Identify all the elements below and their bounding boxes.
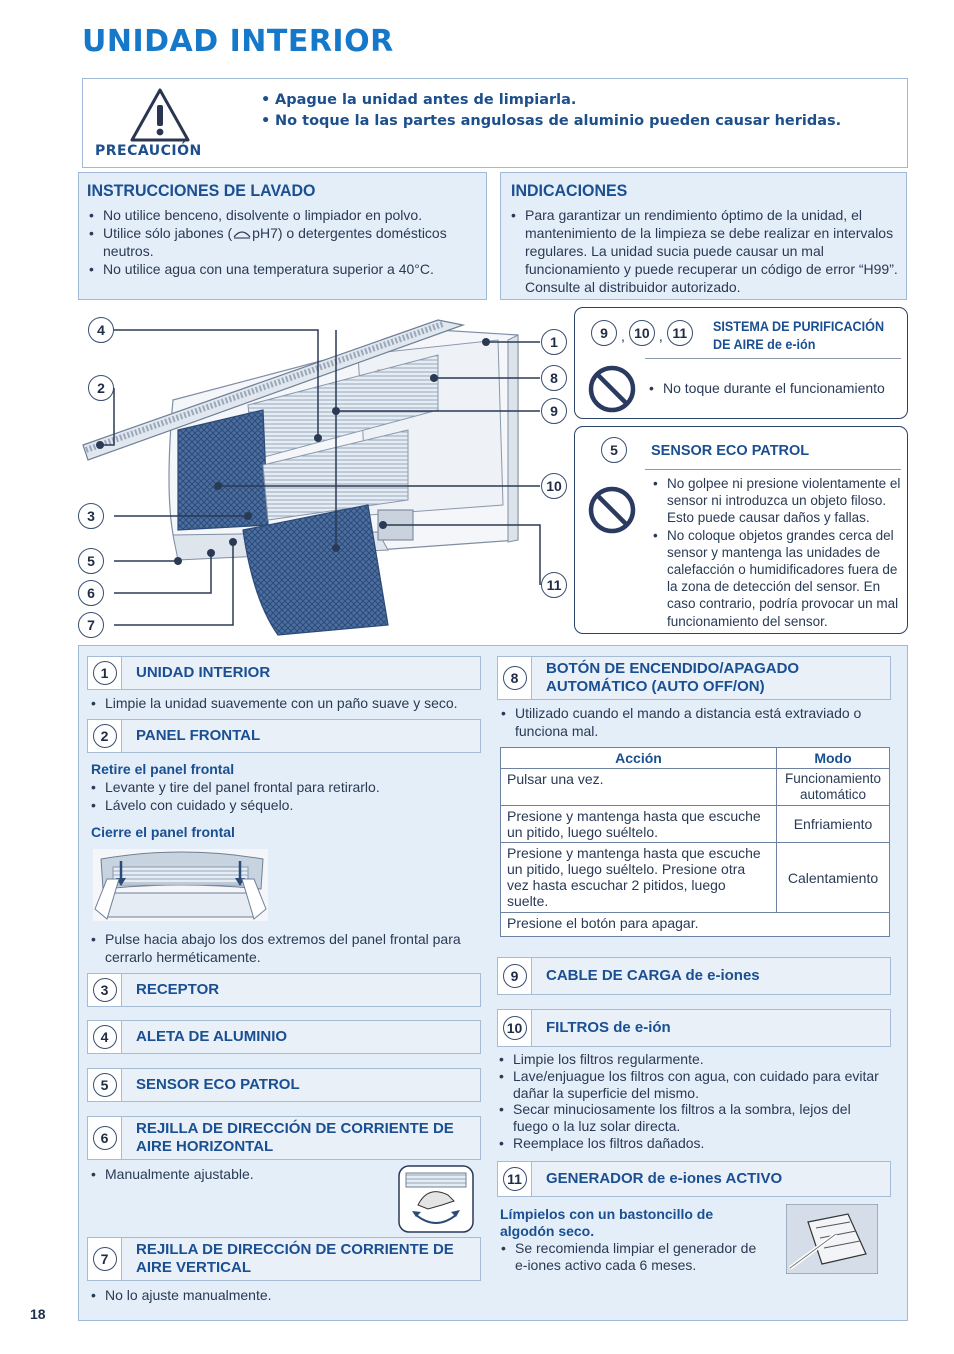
- generator-clean-title: Límpielos con un bastoncillo de algodón seco.: [500, 1206, 714, 1239]
- washing-instructions-panel: [78, 172, 487, 300]
- caution-item: • Apague la unidad antes de limpiarla.: [261, 90, 891, 111]
- indications-list: [509, 206, 899, 296]
- callout-6: 6: [78, 580, 104, 606]
- section-7-header: 7 REJILLA DE DIRECCIÓN DE CORRIENTE DE AIRE VERTICAL: [87, 1237, 481, 1281]
- callout-1: 1: [541, 329, 567, 355]
- num-badge: 10: [629, 320, 655, 346]
- num-badge: 5: [601, 437, 627, 463]
- washing-list: [87, 206, 482, 278]
- washing-item: • Utilice sólo jabones ( pH7) o detergentes domésticos neutros.: [87, 224, 482, 260]
- section-10-header: 10 FILTROS de e-ión: [497, 1009, 891, 1047]
- washing-title: INSTRUCCIONES DE LAVADO: [87, 181, 316, 200]
- generator-cleaning-illustration: [786, 1204, 878, 1274]
- callout-10: 10: [541, 473, 567, 499]
- section-9-header: 9 CABLE DE CARGA de e-iones: [497, 957, 891, 995]
- auto-button-table: Acción Modo Pulsar una vez. Funcionamiento automático Presione y mantenga hasta que escuche un pitido, luego suéltelo. Enfriamiento Presione y mantenga hasta que escuche un pitido, luego suéltelo. Presione otra vez hasta escuchar 2 pitidos, luego suelte. Calentamiento Presione el botón para apagar.: [500, 747, 890, 937]
- section-1-list: • Limpie la unidad suavemente con un paño suave y seco.: [89, 694, 481, 712]
- section-2-header: 2 PANEL FRONTAL: [87, 719, 481, 753]
- purification-box: 9 , 10 , 11 SISTEMA DE PURIFICACIÓN DE AIRE de e-ión • No toque durante el funcionamiento: [574, 307, 908, 419]
- indications-panel: [500, 172, 907, 300]
- callout-4: 4: [88, 317, 114, 343]
- callout-11: 11: [541, 572, 567, 598]
- purification-title: SISTEMA DE PURIFICACIÓN DE AIRE de e-ión: [713, 318, 885, 352]
- section-8-list: • Utilizado cuando el mando a distancia está extraviado o funciona mal.: [499, 704, 891, 740]
- callout-9: 9: [541, 398, 567, 424]
- caution-label: PRECAUCIÓN: [95, 143, 202, 159]
- eco-sensor-item: • No golpee ni presione violentamente el sensor ni introduzca un objeto filoso. Esto puede causar daños y fallas.: [651, 475, 905, 527]
- caution-box: [82, 78, 908, 168]
- section-11-header: 11 GENERADOR de e-iones ACTIVO: [497, 1161, 891, 1197]
- page-number: 18: [30, 1306, 46, 1322]
- indications-item: • Para garantizar un rendimiento óptimo de la unidad, el mantenimiento de la limpieza se debe realizar en intervalos regulares. La unidad sucia puede causar un mal funcionamiento y puede recuperar un código de error “H99”. Consulte al distribuidor autorizado.: [509, 206, 899, 296]
- num-badge: 11: [667, 320, 693, 346]
- prohibited-icon: [587, 485, 637, 535]
- section-4-header: 4 ALETA DE ALUMINIO: [87, 1020, 481, 1054]
- caution-list: [261, 90, 891, 132]
- purification-item: • No toque durante el funcionamiento: [647, 379, 907, 397]
- callout-5: 5: [78, 548, 104, 574]
- eco-sensor-box: [574, 426, 908, 634]
- section-1-header: 1 UNIDAD INTERIOR: [87, 656, 481, 690]
- eco-sensor-item: • No coloque objetos grandes cerca del sensor y mantenga las unidades de calefacción o humidificadores fuera de la zona de detección del sensor. En caso contrario, podría provocar un mal funcionamiento del sensor.: [651, 527, 905, 630]
- prohibited-icon: [587, 364, 637, 414]
- close-panel-title: Cierre el panel frontal: [91, 824, 235, 840]
- section-5-header: 5 SENSOR ECO PATROL: [87, 1068, 481, 1102]
- indoor-unit-illustration: [78, 310, 573, 645]
- callout-7: 7: [78, 612, 104, 638]
- section-11-list: • Se recomienda limpiar el generador de e-iones activo cada 6 meses.: [499, 1240, 769, 1274]
- washing-item: • No utilice benceno, disolvente o limpiador en polvo.: [87, 206, 482, 224]
- remove-panel-list: • Levante y tire del panel frontal para retirarlo. • Lávelo con cuidado y séquelo.: [89, 778, 481, 814]
- warning-triangle-icon: [129, 87, 191, 143]
- section-7-list: • No lo ajuste manualmente.: [89, 1286, 481, 1304]
- eco-sensor-list: [651, 475, 905, 630]
- purification-list: [647, 379, 907, 397]
- callout-3: 3: [78, 503, 104, 529]
- caution-item: • No toque la las partes angulosas de aluminio pueden causar heridas.: [261, 111, 891, 132]
- close-panel-list: • Pulse hacia abajo los dos extremos del panel frontal para cerrarlo herméticamente.: [89, 930, 469, 966]
- close-panel-illustration: [93, 849, 268, 921]
- section-3-header: 3 RECEPTOR: [87, 973, 481, 1007]
- callout-2: 2: [88, 375, 114, 401]
- wave-symbol-icon: [233, 229, 251, 239]
- section-6-list: • Manualmente ajustable.: [89, 1165, 379, 1183]
- callout-8: 8: [541, 365, 567, 391]
- remove-panel-title: Retire el panel frontal: [91, 761, 235, 777]
- section-8-header: 8 BOTÓN DE ENCENDIDO/APAGADO AUTOMÁTICO (AUTO OFF/ON): [497, 656, 891, 700]
- page-title: UNIDAD INTERIOR: [82, 24, 394, 59]
- num-badge: 9: [591, 320, 617, 346]
- hand-adjust-icon: [398, 1165, 474, 1233]
- indications-title: INDICACIONES: [511, 181, 628, 200]
- eco-sensor-title: SENSOR ECO PATROL: [651, 443, 810, 459]
- section-10-list: • Limpie los filtros regularmente. • Lave/enjuague los filtros con agua, con cuidado para evitar dañar la superficie del mismo. • Secar minuciosamente los filtros a la sombra, lejos del fuego o la luz solar directa. • Reemplace los filtros dañados.: [497, 1051, 887, 1152]
- washing-item: • No utilice agua con una temperatura superior a 40°C.: [87, 260, 482, 278]
- section-6-header: 6 REJILLA DE DIRECCIÓN DE CORRIENTE DE AIRE HORIZONTAL: [87, 1116, 481, 1160]
